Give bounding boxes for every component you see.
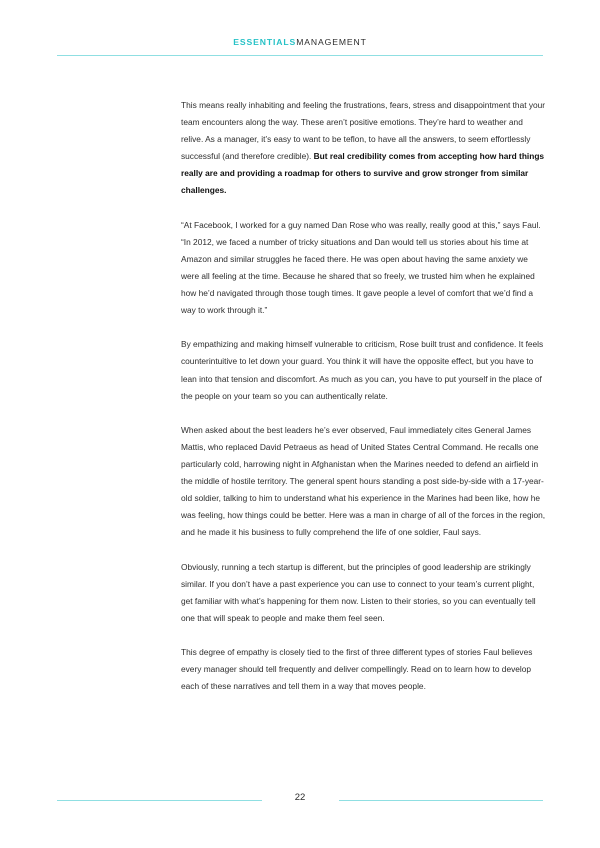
paragraph-1-bold-text: But real credibility comes from accepting how hard things really are and providing a roadmap for others to survive and grow stronger from similar challenges. <box>181 151 545 196</box>
footer-divider-left <box>57 800 262 801</box>
paragraph-4: When asked about the best leaders he’s ever observed, Faul immediately cites General James Mattis, who replaced David Petraeus as head of United States Central Command. He recalls one particularly cold, harrowing night in Afghanistan when the Marines needed to defend an airfield in the middle of hostile territory. The general spent hours standing a post side-by-side with a 17-year-old soldier, talking to him to understand what his experience in the Marines had been like, how he was feeling, how things could be better. Here was a man in charge of all of the forces in the region, and he made it his business to fully comprehend the life of one soldier, Faul says. <box>181 424 546 538</box>
header-section-accent: ESSENTIALS <box>233 37 297 47</box>
footer-divider-right <box>339 800 543 801</box>
paragraph-1 <box>181 97 547 200</box>
running-header <box>0 37 600 47</box>
paragraph-3: By empathizing and making himself vulnerable to criticism, Rose built trust and confidence. It feels counterintuitive to let down your guard. You think it will have the opposite effect, but you have to lean into that tension and discomfort. As much as you can, you have to put yourself in the place of the people on your team so you can authentically relate. <box>181 339 544 401</box>
header-divider <box>57 55 543 56</box>
article-body <box>181 97 547 712</box>
page-number: 22 <box>294 792 306 803</box>
header-section-title: MANAGEMENT <box>296 37 367 47</box>
paragraph-2: “At Facebook, I worked for a guy named Dan Rose who was really, really good at this,” says Faul. “In 2012, we faced a number of tricky situations and Dan would tell us stories about his time at Amazon and similar struggles he faced there. He was open about having the same anxiety we were all feeling at the time. Because he shared that so freely, we trusted him when he explained how he’d navigated through those tough times. It gave people a level of comfort that we’d find a way to work through it.” <box>181 219 541 316</box>
paragraph-6: This degree of empathy is closely tied to the first of three different types of stories Faul believes every manager should tell frequently and deliver compellingly. Read on to learn how to develop each of these narratives and tell them in a way that moves people. <box>181 647 533 692</box>
paragraph-5: Obviously, running a tech startup is different, but the principles of good leadership are strikingly similar. If you don’t have a past experience you can use to connect to your team’s current plight, get familiar with what’s happening for them now. Listen to their stories, so you can eventually tell one that will speak to people and make them feel seen. <box>181 561 536 623</box>
paragraph-1-text: This means really inhabiting and feeling the frustrations, fears, stress and disappointment that your team encounters along the way. These aren’t positive emotions. They’re hard to weather and relive. As a manager, it’s easy to want to be teflon, to have all the answers, to seem effortlessly successful (and therefore credible). <box>181 100 546 162</box>
